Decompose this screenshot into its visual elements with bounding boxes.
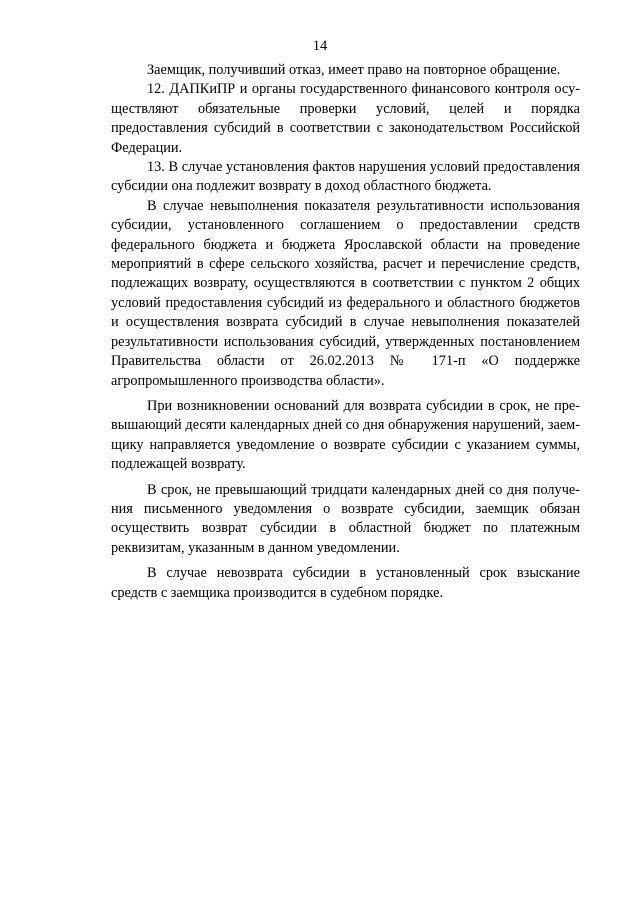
- paragraph-item-12: 12. ДАПКиПР и органы государственного финансового контроля осуществляют обязательные проверки условий, целей и порядка предоставления субсидий в соответствии с законодательством Российской Федерации.: [111, 81, 580, 156]
- paragraph-notification: При возникновении оснований для возврата субсидии в срок, не превышающий десяти календарных дней со дня обнаружения нарушений, заемщику направляется уведомление о возврате субсидии с указанием суммы, подлежащей возврату.: [111, 397, 580, 473]
- document-body: [111, 61, 580, 603]
- paragraph-reapply: Заемщик, получивший отказ, имеет право на повторное обращение.: [147, 62, 561, 78]
- paragraph-performance-indicator: В случае невыполнения показателя результативности использования субсидии, установленного соглашением о предоставлении средств федерального бюджета и бюджета Ярославской области на проведение мероприятий в сфере сельского хозяйства, расчет и перечисление средств, подлежащих возврату, осуществляются в соответствии с пунктом 2 общих условий предоставления субсидий из федерального и областного бюджетов и осуществления возврата субсидий в случае невыполнения показателей результативности использования субсидий, утвержденных постановлением Правительства области от 26.02.2013 № 171-п «О поддержке агропромышленного производства области».: [111, 197, 580, 389]
- paragraph-court-recovery: В случае невозврата субсидии в установленный срок взыскание средств с заемщика производится в судебном порядке.: [111, 565, 580, 601]
- page-number: 14: [312, 38, 328, 54]
- paragraph-item-13: 13. В случае установления фактов нарушения условий предоставления субсидии она подлежит возврату в доход областного бюджета.: [111, 159, 580, 195]
- paragraph-refund-deadline: В срок, не превышающий тридцати календарных дней со дня получения письменного уведомления о возврате субсидии, заемщик обязан осуществить возврат субсидии в областной бюджет по платежным реквизитам, указанным в данном уведомлении.: [111, 481, 580, 556]
